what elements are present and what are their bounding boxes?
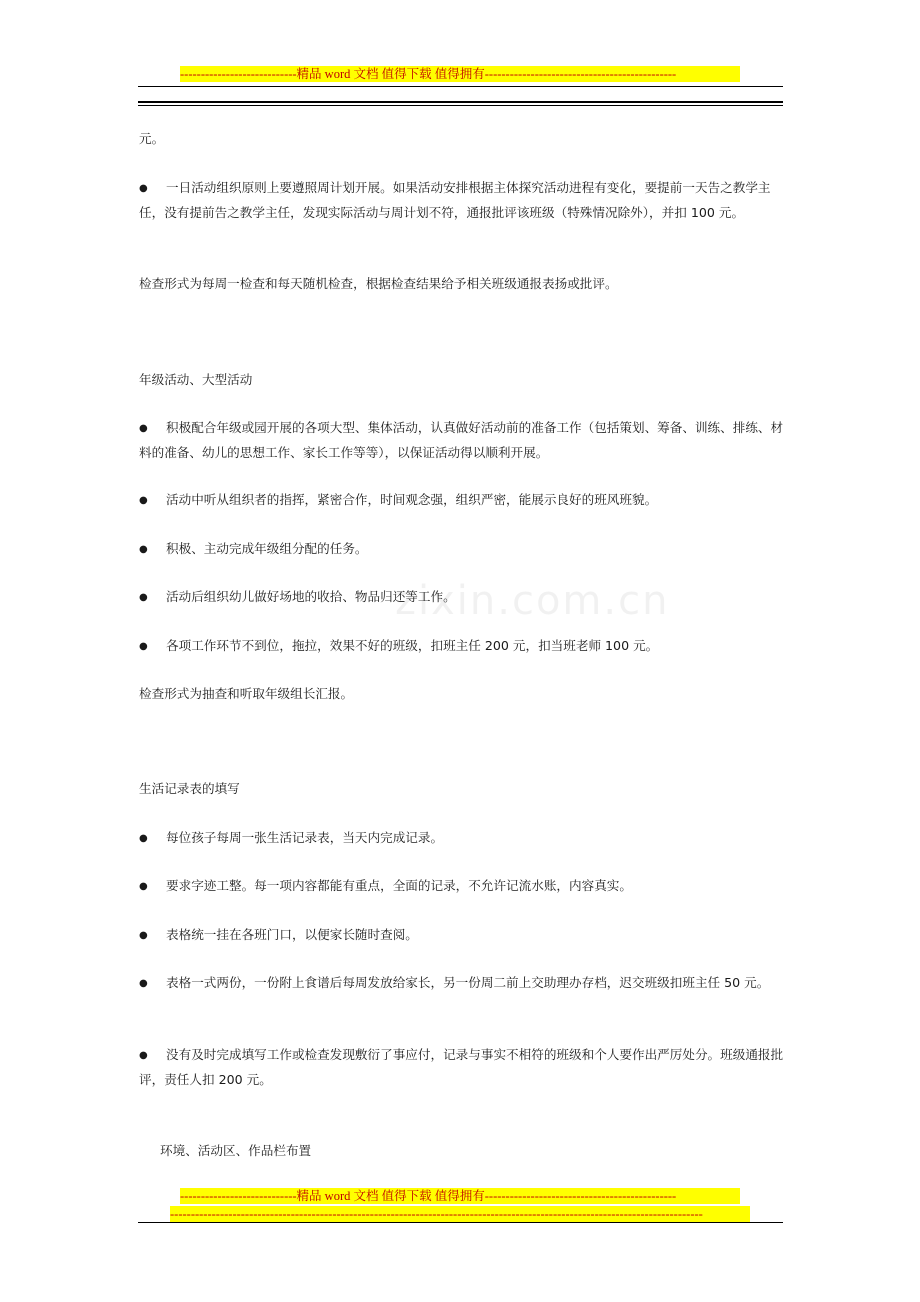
list-item	[139, 585, 784, 610]
section-heading-environment: 环境、活动区、作品栏布置	[160, 1143, 312, 1158]
list-item-text: 积极、主动完成年级组分配的任务。	[166, 541, 368, 556]
paragraph-check-form: 检查形式为每周一检查和每天随机检查，根据检查结果给予相关班级通报表扬或批评。	[139, 276, 618, 291]
list-item	[139, 488, 784, 513]
footer-dashes: --------------------------------------------------------------------------------------------------------------------------------	[170, 1206, 750, 1222]
bullet-icon: ●	[139, 183, 148, 194]
list-item-text: 一日活动组织原则上要遵照周计划开展。如果活动安排根据主体探究活动进程有变化，要提前一天告之教学主任，没有提前告之教学主任，发现实际活动与周计划不符，通报批评该班级（特殊情况除外），并扣 100 元。	[139, 180, 771, 220]
bullet-icon: ●	[139, 1050, 148, 1061]
header-banner: ----------------------------精品 word 文档 值得下载 值得拥有----------------------------------------------	[180, 66, 740, 82]
section-heading-grade-activities: 年级活动、大型活动	[139, 372, 253, 387]
bullet-icon: ●	[139, 423, 148, 434]
section-heading-life-record: 生活记录表的填写	[139, 781, 240, 796]
bullet-icon: ●	[139, 978, 148, 989]
bullet-icon: ●	[139, 833, 148, 844]
list-item-text: 各项工作环节不到位，拖拉，效果不好的班级，扣班主任 200 元，扣当班老师 100 元。	[166, 638, 659, 653]
bullet-icon: ●	[139, 495, 148, 506]
list-item	[139, 971, 784, 996]
bullet-icon: ●	[139, 592, 148, 603]
header-rule-thick	[138, 101, 783, 103]
list-item	[139, 874, 784, 899]
bullet-icon: ●	[139, 881, 148, 892]
list-item	[139, 923, 784, 948]
paragraph-check-form: 检查形式为抽查和听取年级组长汇报。	[139, 686, 354, 701]
header-rule-top	[138, 86, 783, 87]
list-item	[139, 634, 784, 659]
list-item-text: 活动中听从组织者的指挥，紧密合作，时间观念强，组织严密，能展示良好的班风班貌。	[166, 492, 658, 507]
list-item	[139, 176, 784, 224]
list-item-text: 要求字迹工整。每一项内容都能有重点，全面的记录，不允许记流水账，内容真实。	[166, 878, 632, 893]
bullet-icon: ●	[139, 544, 148, 555]
bullet-icon: ●	[139, 641, 148, 652]
list-item-text: 表格统一挂在各班门口，以便家长随时查阅。	[166, 927, 418, 942]
bullet-icon: ●	[139, 930, 148, 941]
list-item-text: 积极配合年级或园开展的各项大型、集体活动，认真做好活动前的准备工作（包括策划、筹备、训练、排练、材料的准备、幼儿的思想工作、家长工作等等），以保证活动得以顺利开展。	[139, 420, 784, 460]
list-item	[139, 537, 784, 562]
list-item	[139, 416, 784, 464]
list-item-text: 没有及时完成填写工作或检查发现敷衍了事应付，记录与事实不相符的班级和个人要作出严厉处分。班级通报批评，责任人扣 200 元。	[139, 1047, 784, 1087]
list-item-text: 每位孩子每周一张生活记录表，当天内完成记录。	[166, 830, 444, 845]
watermark: zixin.com.cn	[395, 578, 670, 624]
list-item-text: 表格一式两份，一份附上食谱后每周发放给家长，另一份周二前上交助理办存档，迟交班级扣班主任 50 元。	[166, 975, 770, 990]
list-item	[139, 1043, 784, 1091]
paragraph-continuation: 元。	[139, 131, 165, 146]
list-item-text: 活动后组织幼儿做好场地的收拾、物品归还等工作。	[166, 589, 456, 604]
list-item	[139, 826, 784, 851]
footer-rule	[138, 1222, 783, 1223]
footer-banner: ----------------------------精品 word 文档 值得下载 值得拥有----------------------------------------------	[180, 1188, 740, 1204]
header-rule-thin	[138, 105, 783, 106]
